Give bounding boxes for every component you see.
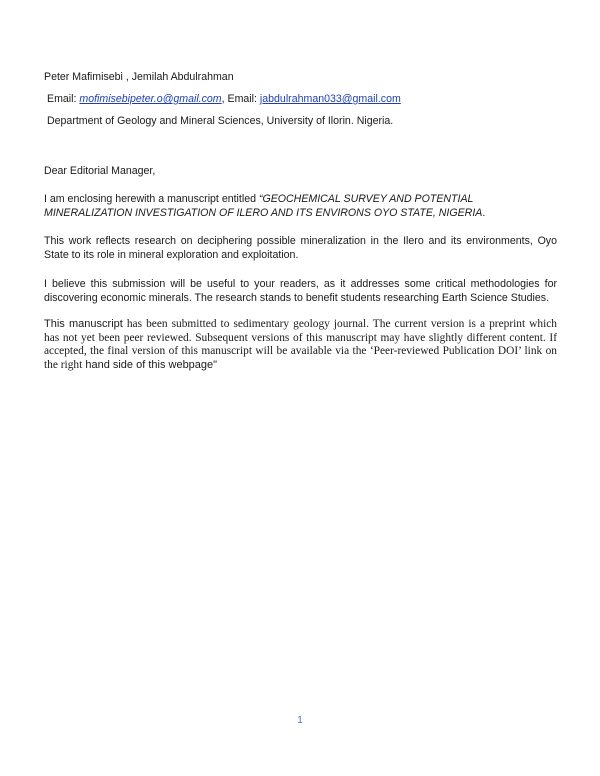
email-link-2[interactable]: jabdulrahman033@gmail.com: [259, 93, 401, 105]
belief-paragraph: I believe this submission will be useful to your readers, as it addresses some critical methodologies for discovering economic minerals. The research stands to benefit students researching Earth Science Studies.: [44, 278, 557, 304]
intro-paragraph: [44, 192, 557, 220]
work-paragraph: This work reflects research on deciphering possible mineralization in the Ilero and its environments, Oyo State to its role in mineral exploration and exploitation.: [44, 235, 557, 261]
notice-middle: has been submitted to sedimentary geology journal. The current version is a preprint which has not yet been peer reviewed. Subsequent versions of this manuscript may have slightly different content. If accepted, the final version of this manuscript will be available via the ‘Peer-reviewed Publication DOI’ link on the right: [44, 318, 558, 371]
affiliation-line: Department of Geology and Mineral Sciences, University of Ilorin. Nigeria.: [47, 115, 394, 127]
salutation: Dear Editorial Manager,: [44, 165, 156, 177]
email-label: Email:: [47, 93, 80, 105]
email-link-1[interactable]: mofimisebipeter.o@gmail.com: [79, 93, 222, 105]
intro-lead: I am enclosing herewith a manuscript entitled: [44, 193, 259, 205]
manuscript-title: “GEOCHEMICAL SURVEY AND POTENTIAL MINERALIZATION INVESTIGATION OF ILERO AND ITS ENVIRONS OYO STATE, NIGERIA: [44, 193, 483, 219]
authors-line: Peter Mafimisebi , Jemilah Abdulrahman: [44, 71, 234, 83]
preprint-notice: [44, 318, 557, 372]
notice-start: This manuscript: [44, 318, 123, 330]
email-separator: , Email:: [221, 93, 260, 105]
intro-end: .: [482, 207, 486, 219]
page-number: 1: [297, 715, 303, 726]
email-line: [47, 92, 401, 106]
notice-end: hand side of this webpage": [82, 358, 218, 371]
